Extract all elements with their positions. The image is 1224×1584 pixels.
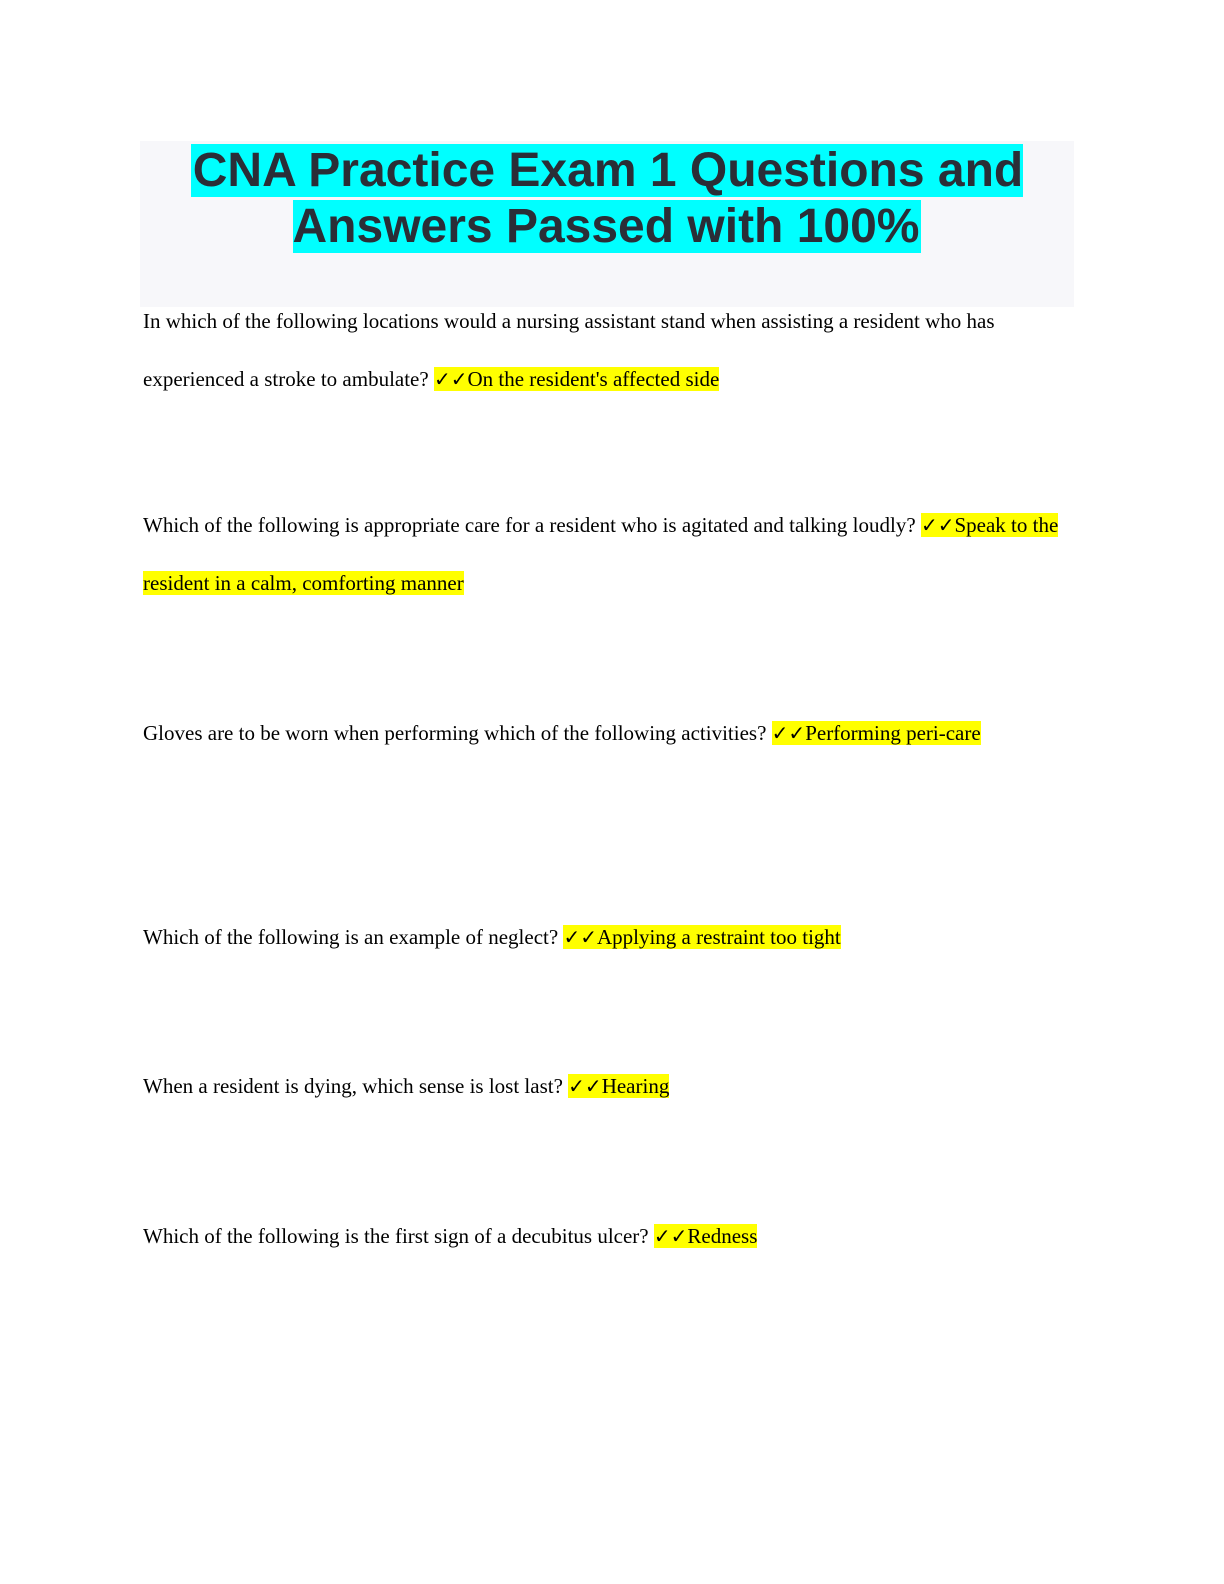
- answer-text: On the resident's affected side: [467, 367, 720, 391]
- question-text: Which of the following is appropriate care for a resident who is agitated and talking loudly?: [143, 513, 921, 537]
- answer-highlight: [568, 1074, 669, 1098]
- answer-text: Performing peri-care: [805, 721, 981, 745]
- answer-highlight: [563, 925, 840, 949]
- question-text: When a resident is dying, which sense is lost last?: [143, 1074, 569, 1098]
- qa-item-5: [143, 1057, 1083, 1115]
- page-title-text: CNA Practice Exam 1 Questions and Answers Passed with 100%: [192, 144, 1024, 253]
- qa-item-1: [143, 292, 1083, 408]
- question-text: Gloves are to be worn when performing which of the following activities?: [143, 721, 772, 745]
- answer-text: Hearing: [601, 1074, 670, 1098]
- qa-item-4: [143, 908, 1083, 966]
- answer-text: Redness: [687, 1224, 758, 1248]
- question-text: In which of the following locations would a nursing assistant stand when assisting a resident who has experienced a stroke to ambulate?: [143, 309, 995, 391]
- question-text: Which of the following is an example of neglect?: [143, 925, 564, 949]
- double-check-icon: ✓✓: [653, 1224, 688, 1248]
- double-check-icon: ✓✓: [433, 367, 468, 391]
- answer-highlight: [772, 721, 981, 745]
- title-block: [140, 141, 1074, 307]
- double-check-icon: ✓✓: [568, 1074, 602, 1098]
- question-text: Which of the following is the first sign of a decubitus ulcer?: [143, 1224, 654, 1248]
- answer-highlight: [654, 1224, 758, 1248]
- double-check-icon: ✓✓: [563, 925, 597, 949]
- answer-text: Speak to the resident in a calm, comforting manner: [143, 513, 1059, 595]
- qa-item-2: [143, 496, 1083, 612]
- page-title: [140, 141, 1074, 255]
- double-check-icon: ✓✓: [771, 721, 806, 745]
- qa-item-6: [143, 1207, 1083, 1265]
- qa-item-3: [143, 704, 1083, 762]
- answer-text: Applying a restraint too tight: [596, 925, 841, 949]
- answer-highlight: [434, 367, 719, 391]
- double-check-icon: ✓✓: [920, 513, 955, 537]
